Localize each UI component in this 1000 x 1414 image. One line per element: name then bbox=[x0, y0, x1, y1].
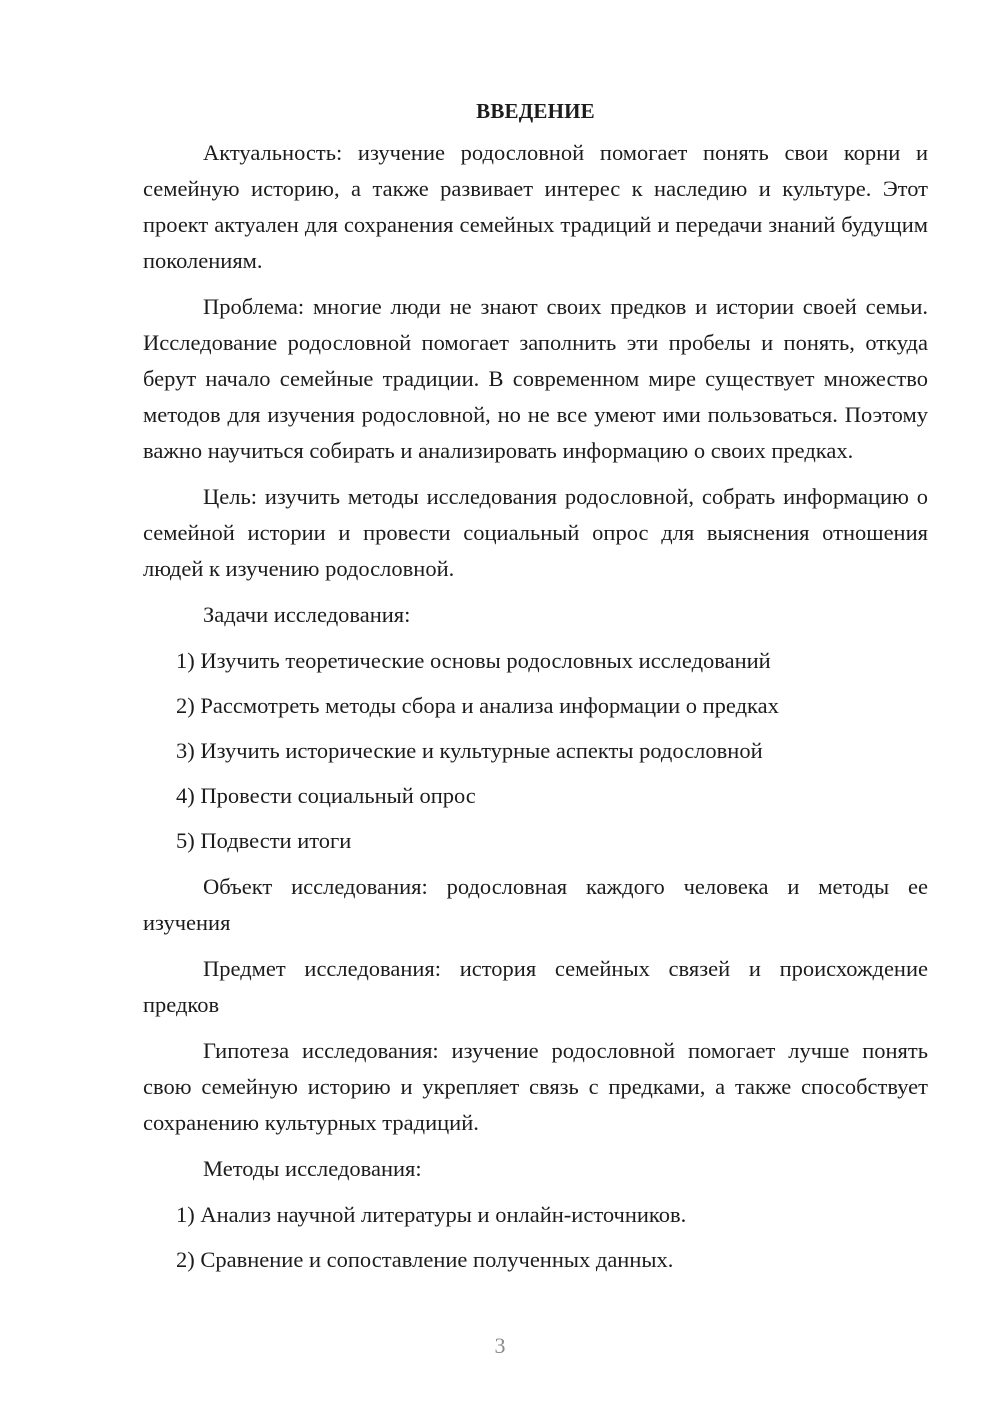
list-item: 1) Изучить теоретические основы родословных исследований bbox=[176, 648, 771, 673]
methods-heading: Методы исследования: bbox=[203, 1156, 422, 1181]
list-item: 2) Сравнение и сопоставление полученных данных. bbox=[176, 1247, 674, 1272]
list-item: 1) Анализ научной литературы и онлайн-источников. bbox=[176, 1202, 687, 1227]
document-page bbox=[143, 96, 928, 1287]
section-title: ВВЕДЕНИЕ bbox=[476, 99, 595, 123]
tasks-list bbox=[143, 643, 928, 859]
goal-paragraph: Цель: изучить методы исследования родословной, собрать информацию о семейной истории и провести социальный опрос для выяснения отношения людей к изучению родословной. bbox=[143, 484, 928, 581]
list-item: 4) Провести социальный опрос bbox=[176, 783, 476, 808]
object-paragraph: Объект исследования: родословная каждого человека и методы ее изучения bbox=[143, 874, 928, 935]
list-item: 5) Подвести итоги bbox=[176, 828, 352, 853]
list-item: 3) Изучить исторические и культурные аспекты родословной bbox=[176, 738, 763, 763]
list-item: 2) Рассмотреть методы сбора и анализа информации о предках bbox=[176, 693, 779, 718]
problem-paragraph: Проблема: многие люди не знают своих предков и истории своей семьи. Исследование родословной помогает заполнить эти пробелы и понять, откуда берут начало семейные традиции. В современном мире существует множество методов для изучения родословной, но не все умеют ими пользоваться. Поэтому важно научиться собирать и анализировать информацию о своих предках. bbox=[143, 294, 928, 463]
subject-paragraph: Предмет исследования: история семейных связей и происхождение предков bbox=[143, 956, 928, 1017]
hypothesis-paragraph: Гипотеза исследования: изучение родословной помогает лучше понять свою семейную историю и укрепляет связь с предками, а также способствует сохранению культурных традиций. bbox=[143, 1038, 928, 1135]
page-number: 3 bbox=[494, 1333, 506, 1358]
methods-list bbox=[143, 1197, 928, 1278]
relevance-paragraph: Актуальность: изучение родословной помогает понять свои корни и семейную историю, а также развивает интерес к наследию и культуре. Этот проект актуален для сохранения семейных традиций и передачи знаний будущим поколениям. bbox=[143, 140, 928, 273]
tasks-heading: Задачи исследования: bbox=[203, 602, 411, 627]
